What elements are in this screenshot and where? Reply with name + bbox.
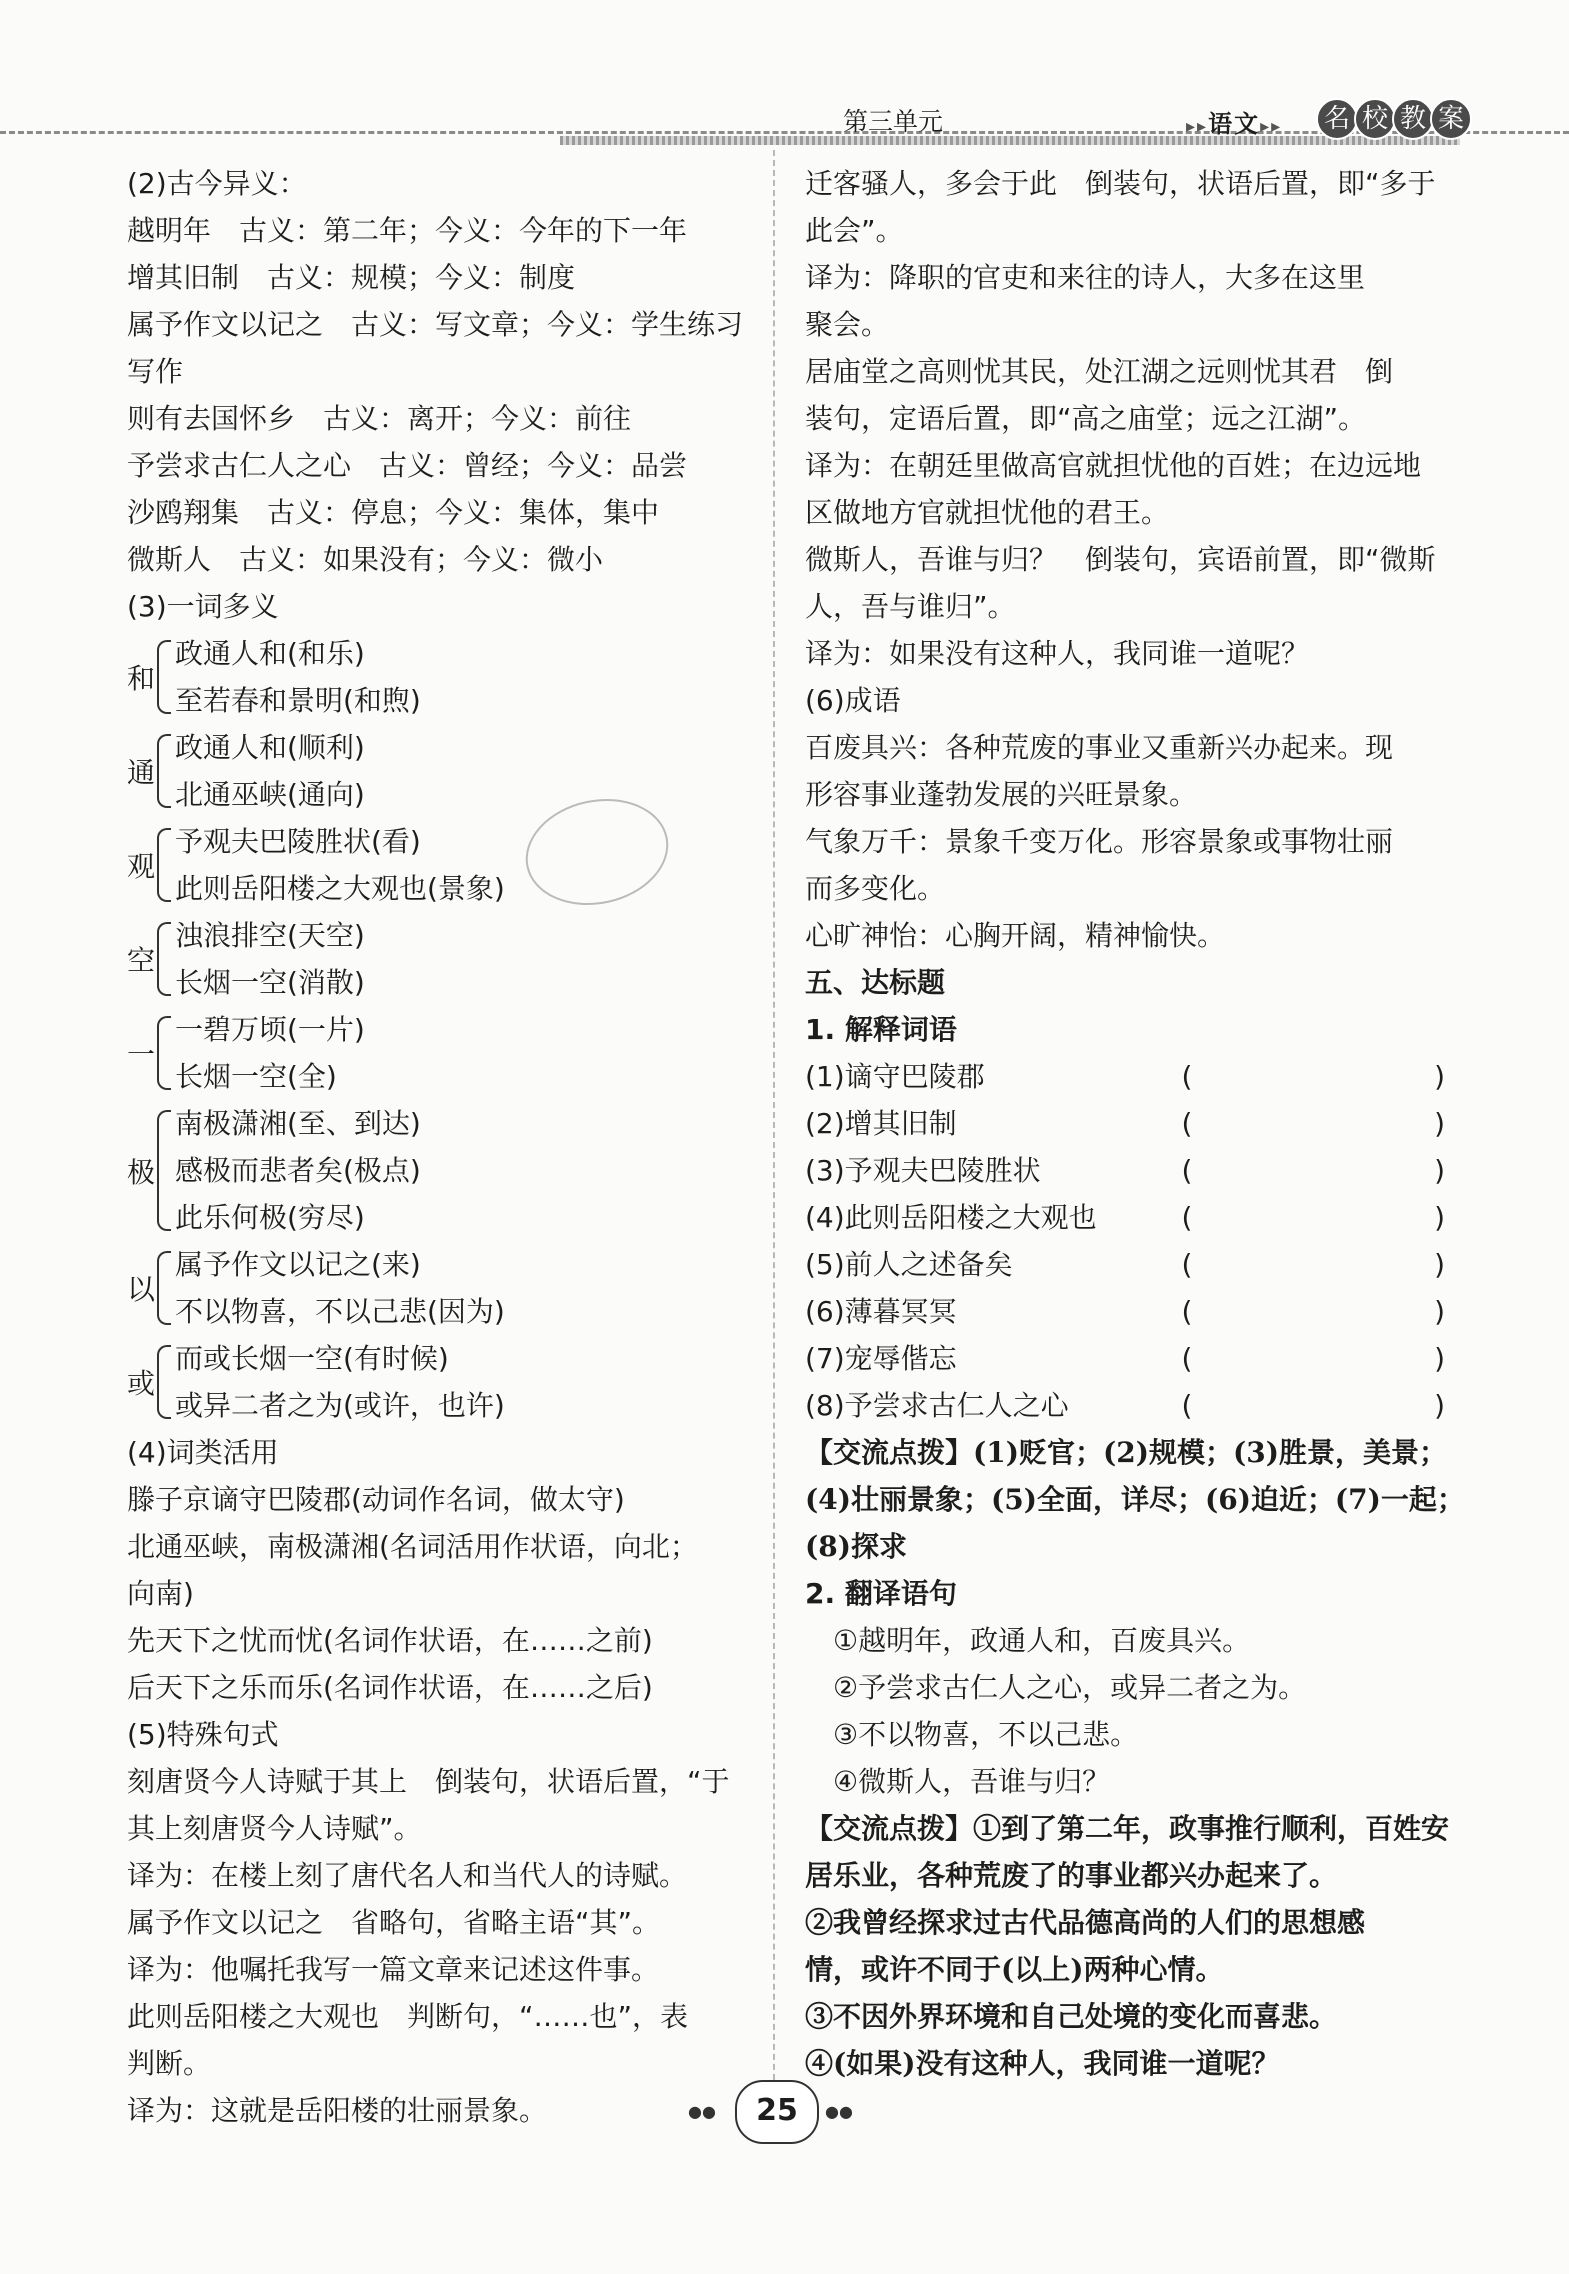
answer-line: ④(如果)没有这种人，我同谁一道呢？ (805, 2047, 1280, 2080)
subject-text: 语文 (1208, 110, 1261, 138)
brand-logo (1320, 98, 1472, 140)
chengyu-line: 气象万千：景象千变万化。形容景象或事物壮丽 (805, 825, 1394, 858)
polysemy-word: 观 (127, 850, 156, 883)
brand-char: 教 (1392, 98, 1434, 140)
arrow-icon: ▸▸ (1186, 116, 1209, 137)
gujin-line: 写作 (127, 355, 184, 388)
paren-open: ( (1181, 1107, 1193, 1140)
translate-item: ②予尝求古仁人之心，或异二者之为。 (833, 1671, 1307, 1704)
dots-icon: ●● (825, 2102, 853, 2121)
polysemy-group (127, 1241, 747, 1335)
paren-open: ( (1181, 1248, 1193, 1281)
blank-question: (1)谪守巴陵郡 (805, 1060, 985, 1093)
question-title (805, 1570, 1445, 1617)
juzi-line: 聚会。 (805, 308, 890, 341)
blank-row (805, 1241, 1445, 1288)
gujin-line: 则有去国怀乡 古义：离开；今义：前往 (127, 402, 632, 435)
juzi-line: 装句，定语后置，即“高之庙堂；远之江湖”。 (805, 402, 1367, 435)
paren-open: ( (1181, 1154, 1193, 1187)
blank-row (805, 1194, 1445, 1241)
blank-row (805, 1335, 1445, 1382)
polysemy-word: 一 (127, 1038, 156, 1071)
juzi-line: 属予作文以记之 省略句，省略主语“其”。 (127, 1906, 661, 1939)
brace (157, 1345, 171, 1419)
polysemy-group (127, 1100, 747, 1241)
gujin-line: 属予作文以记之 古义：写文章；今义：学生练习 (127, 308, 744, 341)
question-title (805, 1006, 1445, 1053)
question-title-text: 2. 翻译语句 (805, 1577, 957, 1610)
polysemy-item: 政通人和(和乐) (175, 637, 365, 670)
paren-close: ) (1434, 1201, 1445, 1234)
unit-title: 第三单元 (843, 107, 944, 136)
key-label: 【交流点拨】 (805, 1812, 974, 1845)
paren-open: ( (1181, 1295, 1193, 1328)
gujin-line: 越明年 古义：第二年；今义：今年的下一年 (127, 214, 688, 247)
brace (157, 734, 171, 808)
paren-close: ) (1434, 1389, 1445, 1422)
polysemy-item: 或异二者之为(或许，也许) (175, 1389, 505, 1422)
paren-open: ( (1181, 1342, 1193, 1375)
right-column (805, 160, 1465, 2087)
answer-line: (4)壮丽景象；(5)全面，详尽；(6)迫近；(7)一起； (805, 1483, 1465, 1516)
section-title: (6)成语 (805, 684, 901, 717)
brand-char: 名 (1316, 98, 1358, 140)
answer-line: 居乐业，各种荒废了的事业都兴办起来了。 (805, 1859, 1338, 1892)
blank-row (805, 1288, 1445, 1335)
polysemy-item: 此乐何极(穷尽) (175, 1201, 365, 1234)
huoyong-line: 向南) (127, 1577, 194, 1610)
blank-question: (6)薄暮冥冥 (805, 1295, 957, 1328)
polysemy-word: 以 (127, 1273, 156, 1306)
translate-item: ①越明年，政通人和，百废具兴。 (833, 1624, 1251, 1657)
translate-item: ④微斯人，吾谁与归？ (833, 1765, 1111, 1798)
juzi-line: 微斯人，吾谁与归？ 倒装句，宾语前置，即“微斯 (805, 543, 1436, 576)
paren-close: ) (1434, 1295, 1445, 1328)
polysemy-item: 浊浪排空(天空) (175, 919, 365, 952)
paren-close: ) (1434, 1154, 1445, 1187)
brand-char: 案 (1430, 98, 1472, 140)
polysemy-word: 通 (127, 756, 156, 789)
blank-question: (3)予观夫巴陵胜状 (805, 1154, 1041, 1187)
answer-text: (1)贬官；(2)规模；(3)胜景，美景； (973, 1436, 1447, 1469)
huoyong-line: 滕子京谪守巴陵郡(动词作名词，做太守) (127, 1483, 625, 1516)
polysemy-group (127, 912, 747, 1006)
answer-text: ①到了第二年，政事推行顺利，百姓安 (973, 1812, 1450, 1845)
section-title: (2)古今异义： (127, 167, 307, 200)
huoyong-line: 北通巫峡，南极潇湘(名词活用作状语，向北； (127, 1530, 698, 1563)
chengyu-line: 心旷神怡：心胸开阔，精神愉快。 (805, 919, 1226, 952)
answer-line (805, 1805, 1450, 1852)
polysemy-item: 而或长烟一空(有时候) (175, 1342, 449, 1375)
gujin-line: 沙鸥翔集 古义：停息；今义：集体，集中 (127, 496, 660, 529)
gujin-line: 增其旧制 古义：规模；今义：制度 (127, 261, 576, 294)
juzi-line: 译为：他嘱托我写一篇文章来记述这件事。 (127, 1953, 660, 1986)
polysemy-item: 属予作文以记之(来) (175, 1248, 421, 1281)
arrow-icon: ▸▸ (1260, 116, 1283, 137)
blank-question: (4)此则岳阳楼之大观也 (805, 1201, 1097, 1234)
brand-char: 校 (1354, 98, 1396, 140)
key-label: 【交流点拨】 (805, 1436, 974, 1469)
answer-line: 情，或许不同于(以上)两种心情。 (805, 1953, 1224, 1986)
juzi-line: 此则岳阳楼之大观也 判断句，“……也”，表 (127, 2000, 689, 2033)
blank-question: (2)增其旧制 (805, 1107, 957, 1140)
blank-question: (5)前人之述备矣 (805, 1248, 1013, 1281)
question-title-text: 1. 解释词语 (805, 1013, 957, 1046)
paren-close: ) (1434, 1107, 1445, 1140)
polysemy-item: 不以物喜，不以己悲(因为) (175, 1295, 505, 1328)
paren-open: ( (1181, 1389, 1193, 1422)
brace (157, 1016, 171, 1090)
chengyu-line: 百废具兴：各种荒废的事业又重新兴办起来。现 (805, 731, 1394, 764)
juzi-line: 译为：降职的官吏和来往的诗人，大多在这里 (805, 261, 1366, 294)
page-number: 25 (735, 2080, 819, 2144)
blank-row (805, 1053, 1445, 1100)
brace (157, 1251, 171, 1325)
blank-question: (7)宠辱偕忘 (805, 1342, 957, 1375)
exercise-section-title: 五、达标题 (805, 966, 946, 999)
polysemy-group (127, 1335, 747, 1429)
polysemy-item: 北通巫峡(通向) (175, 778, 365, 811)
juzi-line: 译为：在朝廷里做高官就担忧他的百姓；在边远地 (805, 449, 1422, 482)
polysemy-word: 和 (127, 662, 156, 695)
juzi-line: 判断。 (127, 2047, 212, 2080)
polysemy-group (127, 630, 747, 724)
brace (157, 828, 171, 902)
answer-line (805, 1429, 1445, 1476)
polysemy-item: 长烟一空(全) (175, 1060, 337, 1093)
subject-label (1186, 104, 1282, 139)
paren-open: ( (1181, 1060, 1193, 1093)
answer-line: (8)探求 (805, 1530, 907, 1563)
juzi-line: 译为：在楼上刻了唐代名人和当代人的诗赋。 (127, 1859, 688, 1892)
answer-line: ③不因外界环境和自己处境的变化而喜悲。 (805, 2000, 1338, 2033)
blank-row (805, 1147, 1445, 1194)
polysemy-item: 一碧万顷(一片) (175, 1013, 365, 1046)
polysemy-item: 至若春和景明(和煦) (175, 684, 421, 717)
brace (157, 1110, 171, 1231)
paren-open: ( (1181, 1201, 1193, 1234)
polysemy-item: 长烟一空(消散) (175, 966, 365, 999)
polysemy-word: 极 (127, 1155, 156, 1189)
section-title: (5)特殊句式 (127, 1718, 279, 1751)
juzi-line: 译为：这就是岳阳楼的壮丽景象。 (127, 2094, 548, 2127)
section-title: (4)词类活用 (127, 1436, 279, 1469)
polysemy-group (127, 1006, 747, 1100)
gujin-line: 予尝求古仁人之心 古义：曾经；今义：品尝 (127, 449, 688, 482)
juzi-line: 迁客骚人，多会于此 倒装句，状语后置，即“多于 (805, 167, 1436, 200)
left-column (127, 160, 747, 2134)
juzi-line: 区做地方官就担忧他的君王。 (805, 496, 1170, 529)
juzi-line: 其上刻唐贤今人诗赋”。 (127, 1812, 422, 1845)
huoyong-line: 后天下之乐而乐(名词作状语，在……之后) (127, 1671, 653, 1704)
section-title: (3)一词多义 (127, 590, 279, 623)
paren-close: ) (1434, 1248, 1445, 1281)
blank-row (805, 1100, 1445, 1147)
huoyong-line: 先天下之忧而忧(名词作状语，在……之前) (127, 1624, 653, 1657)
polysemy-item: 感极而悲者矣(极点) (175, 1154, 421, 1187)
gujin-line: 微斯人 古义：如果没有；今义：微小 (127, 543, 604, 576)
juzi-line: 人，吾与谁归”。 (805, 590, 1016, 623)
juzi-line: 居庙堂之高则忧其民，处江湖之远则忧其君 倒 (805, 355, 1394, 388)
polysemy-item: 南极潇湘(至、到达) (175, 1107, 421, 1140)
blank-row (805, 1382, 1445, 1429)
juzi-line: 此会”。 (805, 214, 904, 247)
answer-line: ②我曾经探求过古代品德高尚的人们的思想感 (805, 1906, 1366, 1939)
polysemy-group (127, 724, 747, 818)
polysemy-item: 政通人和(顺利) (175, 731, 365, 764)
polysemy-item: 此则岳阳楼之大观也(景象) (175, 872, 505, 905)
translate-item: ③不以物喜，不以己悲。 (833, 1718, 1139, 1751)
brace (157, 922, 171, 996)
chengyu-line: 而多变化。 (805, 872, 946, 905)
dots-icon: ●● (688, 2102, 716, 2121)
column-divider (773, 150, 775, 2110)
polysemy-word: 或 (127, 1367, 156, 1400)
juzi-line: 译为：如果没有这种人，我同谁一道呢？ (805, 637, 1310, 670)
brace (157, 640, 171, 714)
polysemy-word: 空 (127, 944, 156, 977)
paren-close: ) (1434, 1060, 1445, 1093)
juzi-line: 刻唐贤今人诗赋于其上 倒装句，状语后置，“于 (127, 1765, 730, 1798)
polysemy-item: 予观夫巴陵胜状(看) (175, 825, 421, 858)
paren-close: ) (1434, 1342, 1445, 1375)
blank-question: (8)予尝求古仁人之心 (805, 1389, 1069, 1422)
chengyu-line: 形容事业蓬勃发展的兴旺景象。 (805, 778, 1198, 811)
